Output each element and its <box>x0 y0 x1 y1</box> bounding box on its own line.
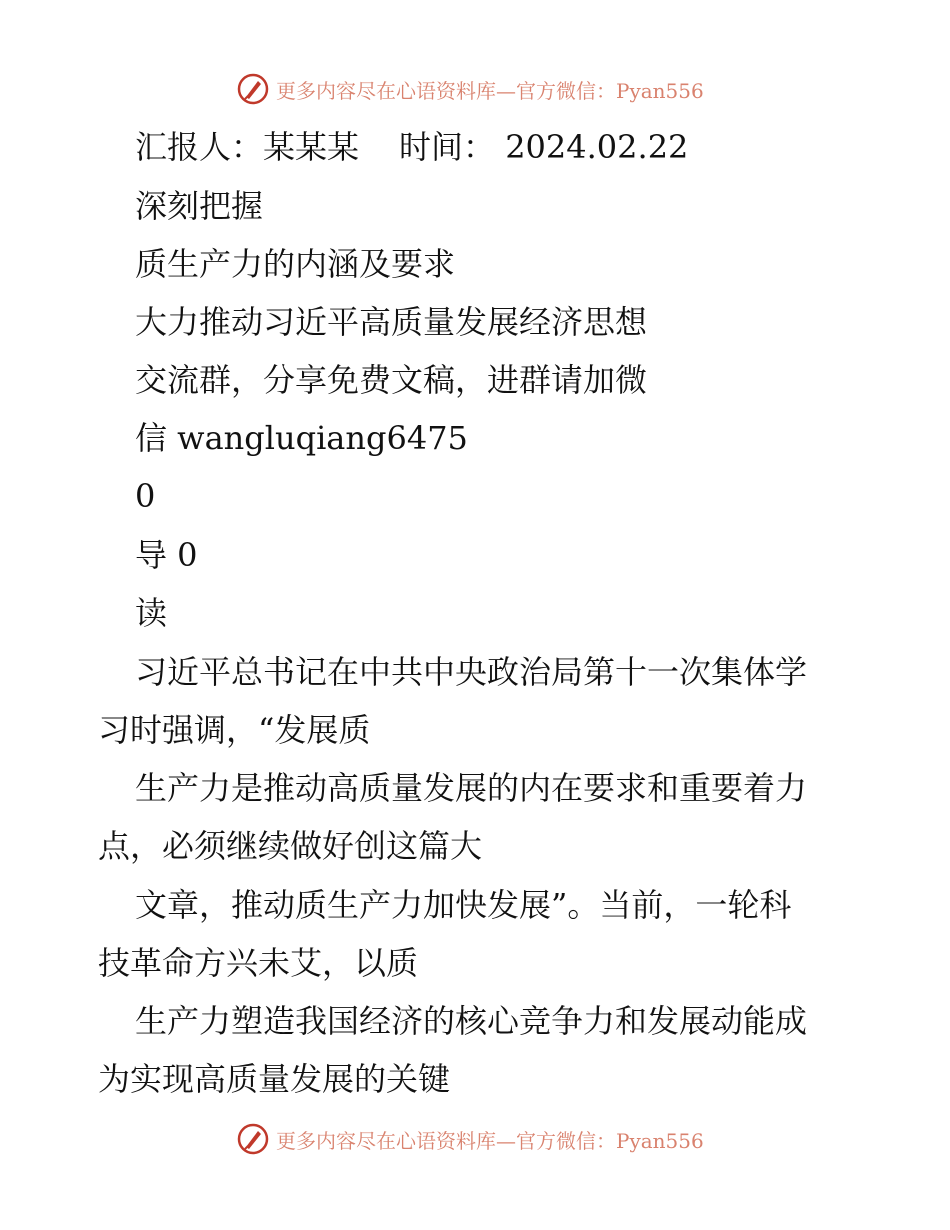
body-line: 点，必须继续做好创这篇大 <box>98 827 483 865</box>
notice-line-2: 信 wangluqiang6475 <box>135 419 468 457</box>
quill-logo-icon <box>236 72 270 106</box>
watermark-text: 更多内容尽在心语资料库—官方微信：Pyan556 <box>276 78 704 103</box>
body-line: 技革命方兴未艾，以质 <box>98 944 419 982</box>
misc-line-2: 导 0 <box>135 536 198 574</box>
title-line-3: 大力推动习近平高质量发展经济思想 <box>135 303 648 341</box>
report-header <box>135 127 935 167</box>
body-line: 文章，推动质生产力加快发展”。当前，一轮科 <box>135 886 792 924</box>
watermark-text: 更多内容尽在心语资料库—官方微信：Pyan556 <box>276 1128 704 1153</box>
notice-line-1: 交流群，分享免费文稿，进群请加微 <box>135 361 648 399</box>
body-line: 为实现高质量发展的关键 <box>98 1060 451 1098</box>
body-line: 习时强调，“发展质 <box>98 711 371 749</box>
quill-logo-icon <box>236 1122 270 1156</box>
reporter-label: 汇报人：某某某 <box>135 128 360 166</box>
body-line: 生产力塑造我国经济的核心竞争力和发展动能成 <box>135 1002 808 1040</box>
report-time: 时间： 2024.02.22 <box>399 128 689 166</box>
body-line: 生产力是推动高质量发展的内在要求和重要着力 <box>135 769 808 807</box>
body-line: 习近平总书记在中共中央政治局第十一次集体学 <box>135 653 808 691</box>
misc-line-1: 0 <box>135 477 156 515</box>
title-line-2: 质生产力的内涵及要求 <box>135 245 456 283</box>
title-line-1: 深刻把握 <box>135 187 264 225</box>
watermark-footer <box>236 1122 716 1156</box>
watermark-header <box>236 72 716 106</box>
misc-line-3: 读 <box>135 594 168 632</box>
